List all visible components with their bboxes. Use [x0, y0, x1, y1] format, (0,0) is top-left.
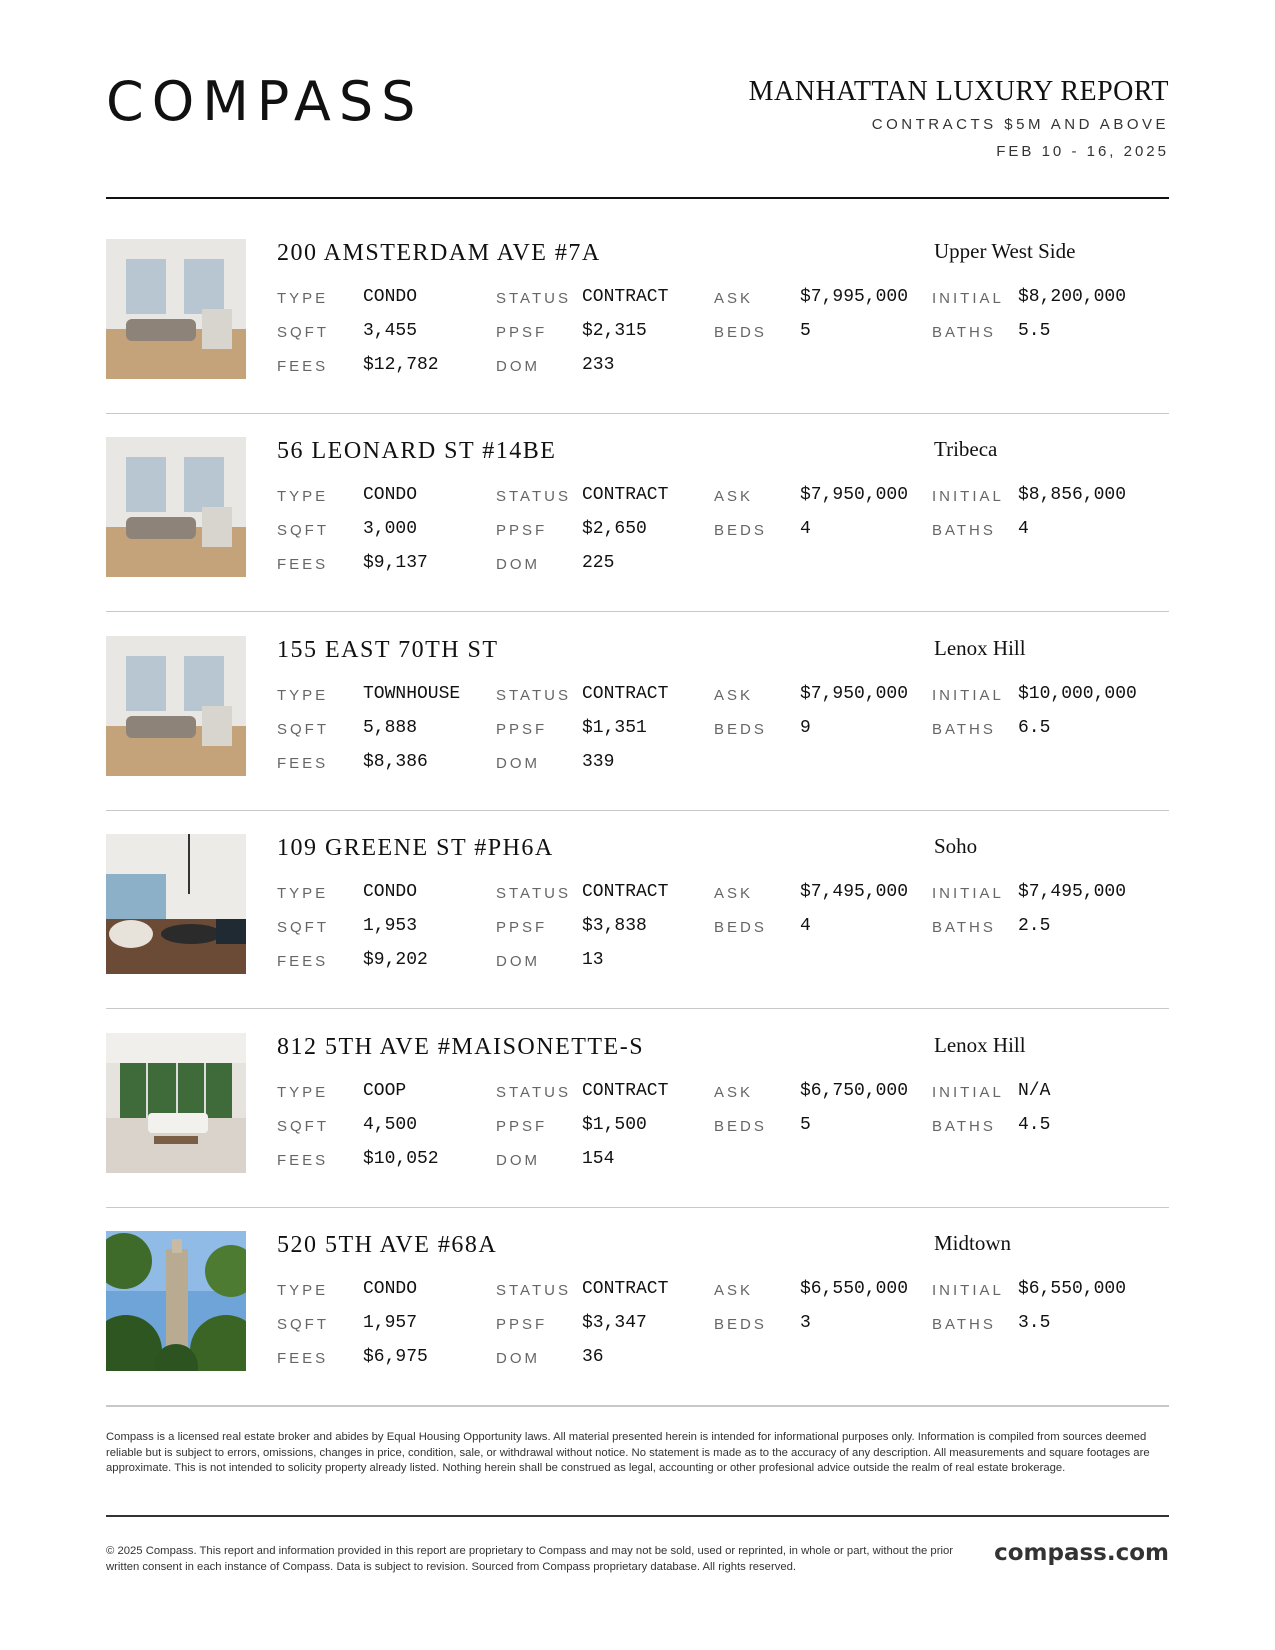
field-label-initial: INITIAL	[932, 290, 1004, 307]
field-value-dom: 154	[582, 1148, 615, 1169]
field-value-status: CONTRACT	[582, 683, 669, 704]
footer-divider	[106, 1406, 1169, 1407]
field-value-dom: 339	[582, 751, 615, 772]
listing-row	[106, 437, 1169, 635]
field-value-status: CONTRACT	[582, 1279, 669, 1299]
field-value-type: CONDO	[363, 882, 418, 903]
field-value-ppsf: $3,838	[582, 916, 647, 937]
field-value-type: CONDO	[363, 287, 418, 307]
field-value-ask: $7,995,000	[800, 287, 909, 307]
report-subtitle: CONTRACTS $5M AND ABOVE	[871, 116, 1169, 133]
listing-photo	[106, 636, 246, 776]
field-label-sqft: SQFT	[277, 522, 329, 540]
field-value-sqft: 3,455	[363, 321, 418, 341]
listing-address: 812 5TH AVE #MAISONETTE-S	[277, 1033, 645, 1060]
field-label-dom: DOM	[496, 1350, 540, 1367]
field-value-fees: $12,782	[363, 355, 439, 375]
field-value-beds: 5	[800, 321, 811, 341]
field-value-beds: 9	[800, 717, 811, 738]
listing-address: 56 LEONARD ST #14BE	[277, 438, 557, 465]
listing-divider	[106, 1207, 1169, 1208]
field-label-type: TYPE	[277, 488, 329, 506]
field-label-beds: BEDS	[714, 522, 767, 540]
field-label-type: TYPE	[277, 1282, 329, 1299]
field-value-ppsf: $3,347	[582, 1313, 647, 1333]
listing-neighborhood: Tribeca	[934, 437, 998, 462]
listing-photo	[106, 239, 246, 379]
field-label-ppsf: PPSF	[496, 919, 548, 937]
field-value-type: COOP	[363, 1080, 407, 1101]
field-label-dom: DOM	[496, 754, 540, 772]
field-value-fees: $9,202	[363, 950, 428, 971]
listing-neighborhood: Upper West Side	[934, 239, 1076, 263]
field-label-ask: ASK	[714, 488, 754, 506]
field-label-ask: ASK	[714, 1083, 754, 1101]
header-divider	[106, 197, 1169, 199]
field-label-initial: INITIAL	[932, 885, 1004, 903]
listing-row	[106, 1033, 1169, 1231]
field-label-type: TYPE	[277, 686, 329, 704]
field-label-dom: DOM	[496, 953, 540, 971]
listing-photo	[106, 1231, 246, 1371]
field-label-baths: BATHS	[932, 1117, 996, 1135]
listing-neighborhood: Soho	[934, 834, 978, 859]
report-title: MANHATTAN LUXURY REPORT	[748, 76, 1169, 107]
listing-divider	[106, 1008, 1169, 1009]
listing-row	[106, 239, 1169, 437]
field-value-beds: 5	[800, 1114, 811, 1135]
copyright-text: © 2025 Compass. This report and information provided in this report are proprietary to Compass and may not be sold, used or reprinted, in whole or part, without the prior written consent in each instance of Compass. Data is subject to revision. Sourced from Compass proprietary database. All rights reserved.	[106, 1545, 954, 1573]
field-value-ask: $7,495,000	[800, 882, 909, 903]
field-value-status: CONTRACT	[582, 1080, 669, 1101]
field-label-ask: ASK	[714, 686, 754, 704]
field-label-beds: BEDS	[714, 324, 767, 341]
field-label-dom: DOM	[496, 358, 540, 375]
listing-row	[106, 1231, 1169, 1429]
field-value-baths: 6.5	[1018, 717, 1051, 738]
field-label-ppsf: PPSF	[496, 1117, 548, 1135]
field-value-ppsf: $2,315	[582, 321, 647, 341]
field-label-baths: BATHS	[932, 1316, 996, 1333]
field-label-baths: BATHS	[932, 720, 996, 738]
field-value-fees: $8,386	[363, 751, 428, 772]
field-value-ask: $6,550,000	[800, 1279, 909, 1299]
field-value-sqft: 4,500	[363, 1114, 418, 1135]
field-label-fees: FEES	[277, 556, 329, 574]
listing-address: 520 5TH AVE #68A	[277, 1232, 498, 1258]
field-value-dom: 225	[582, 553, 615, 574]
field-value-sqft: 3,000	[363, 519, 418, 540]
field-value-beds: 3	[800, 1313, 811, 1333]
field-value-fees: $9,137	[363, 553, 428, 574]
field-value-ppsf: $1,500	[582, 1114, 647, 1135]
field-label-beds: BEDS	[714, 1316, 767, 1333]
field-value-status: CONTRACT	[582, 485, 669, 506]
field-value-status: CONTRACT	[582, 287, 669, 307]
field-value-ask: $7,950,000	[800, 683, 909, 704]
field-value-sqft: 1,957	[363, 1313, 418, 1333]
field-value-initial: $8,200,000	[1018, 287, 1127, 307]
listing-divider	[106, 810, 1169, 811]
listing-photo	[106, 437, 246, 577]
report-date-range: FEB 10 - 16, 2025	[996, 143, 1169, 160]
field-value-status: CONTRACT	[582, 882, 669, 903]
field-value-baths: 3.5	[1018, 1313, 1051, 1333]
field-label-sqft: SQFT	[277, 1316, 329, 1333]
field-value-baths: 2.5	[1018, 916, 1051, 937]
field-value-sqft: 5,888	[363, 717, 418, 738]
field-value-initial: $10,000,000	[1018, 683, 1137, 704]
website-link[interactable]: compass.com	[994, 1540, 1169, 1566]
field-value-baths: 4.5	[1018, 1114, 1051, 1135]
field-value-baths: 4	[1018, 519, 1029, 540]
field-value-initial: $6,550,000	[1018, 1279, 1127, 1299]
field-value-dom: 36	[582, 1347, 604, 1367]
field-label-status: STATUS	[496, 885, 571, 903]
listing-photo	[106, 1033, 246, 1173]
listing-photo	[106, 834, 246, 974]
listing-row	[106, 636, 1169, 834]
field-label-initial: INITIAL	[932, 686, 1004, 704]
field-label-initial: INITIAL	[932, 1083, 1004, 1101]
field-label-baths: BATHS	[932, 324, 996, 341]
field-value-beds: 4	[800, 916, 811, 937]
field-label-beds: BEDS	[714, 1117, 767, 1135]
field-label-status: STATUS	[496, 1083, 571, 1101]
field-label-sqft: SQFT	[277, 1117, 329, 1135]
listing-divider	[106, 413, 1169, 414]
field-label-ppsf: PPSF	[496, 720, 548, 738]
field-value-type: CONDO	[363, 1279, 418, 1299]
listing-address: 109 GREENE ST #PH6A	[277, 835, 554, 862]
field-value-ask: $6,750,000	[800, 1080, 909, 1101]
field-label-fees: FEES	[277, 754, 329, 772]
listing-neighborhood: Lenox Hill	[934, 1032, 1026, 1057]
field-label-fees: FEES	[277, 953, 329, 971]
field-label-dom: DOM	[496, 1151, 540, 1169]
field-label-status: STATUS	[496, 488, 571, 506]
field-value-ppsf: $1,351	[582, 717, 647, 738]
field-label-fees: FEES	[277, 1151, 329, 1169]
field-label-status: STATUS	[496, 1282, 571, 1299]
field-value-sqft: 1,953	[363, 916, 418, 937]
field-value-ppsf: $2,650	[582, 519, 647, 540]
field-label-ppsf: PPSF	[496, 1316, 548, 1333]
field-label-status: STATUS	[496, 290, 571, 307]
field-label-status: STATUS	[496, 686, 571, 704]
listing-address: 200 AMSTERDAM AVE #7A	[277, 240, 601, 266]
field-label-beds: BEDS	[714, 720, 767, 738]
field-label-ask: ASK	[714, 885, 754, 903]
listing-divider	[106, 611, 1169, 612]
field-label-type: TYPE	[277, 290, 329, 307]
field-label-ask: ASK	[714, 290, 754, 307]
field-label-ppsf: PPSF	[496, 324, 548, 341]
field-label-fees: FEES	[277, 1350, 329, 1367]
listing-address: 155 EAST 70TH ST	[277, 636, 499, 663]
field-value-type: CONDO	[363, 485, 418, 506]
field-value-fees: $10,052	[363, 1148, 439, 1169]
field-value-dom: 13	[582, 950, 604, 971]
field-label-sqft: SQFT	[277, 919, 329, 937]
listing-neighborhood: Midtown	[934, 1231, 1012, 1255]
field-value-fees: $6,975	[363, 1347, 428, 1367]
field-value-initial: N/A	[1018, 1080, 1051, 1101]
compass-logo: COMPASS	[106, 70, 424, 133]
field-value-dom: 233	[582, 355, 615, 375]
field-value-type: TOWNHOUSE	[363, 683, 461, 704]
field-label-beds: BEDS	[714, 919, 767, 937]
field-label-initial: INITIAL	[932, 1282, 1004, 1299]
field-label-ppsf: PPSF	[496, 522, 548, 540]
field-value-beds: 4	[800, 519, 811, 540]
field-label-fees: FEES	[277, 358, 329, 375]
field-value-ask: $7,950,000	[800, 485, 909, 506]
listing-row	[106, 834, 1169, 1032]
field-value-initial: $7,495,000	[1018, 882, 1127, 903]
field-label-dom: DOM	[496, 556, 540, 574]
field-label-baths: BATHS	[932, 919, 996, 937]
field-label-type: TYPE	[277, 1083, 329, 1101]
disclaimer-text: Compass is a licensed real estate broker and abides by Equal Housing Opportunity laws. All material presented herein is intended for informational purposes only. Information is compiled from sources deemed reliable but is subject to errors, omissions, changes in price, condition, sale, or withdrawal without notice. No statement is made as to the accuracy of any description. All measurements and square footages are approximate. This is not intended to solicity property already listed. Nothing herein shall be construed as legal, accounting or other profesional advice outside the realm of real estate brokerage.	[106, 1431, 1150, 1474]
field-label-sqft: SQFT	[277, 720, 329, 738]
field-label-sqft: SQFT	[277, 324, 329, 341]
listing-neighborhood: Lenox Hill	[934, 635, 1026, 660]
field-label-baths: BATHS	[932, 522, 996, 540]
field-value-baths: 5.5	[1018, 321, 1051, 341]
field-label-ask: ASK	[714, 1282, 754, 1299]
footer-divider-dark	[106, 1515, 1169, 1517]
field-label-type: TYPE	[277, 885, 329, 903]
field-value-initial: $8,856,000	[1018, 485, 1127, 506]
field-label-initial: INITIAL	[932, 488, 1004, 506]
